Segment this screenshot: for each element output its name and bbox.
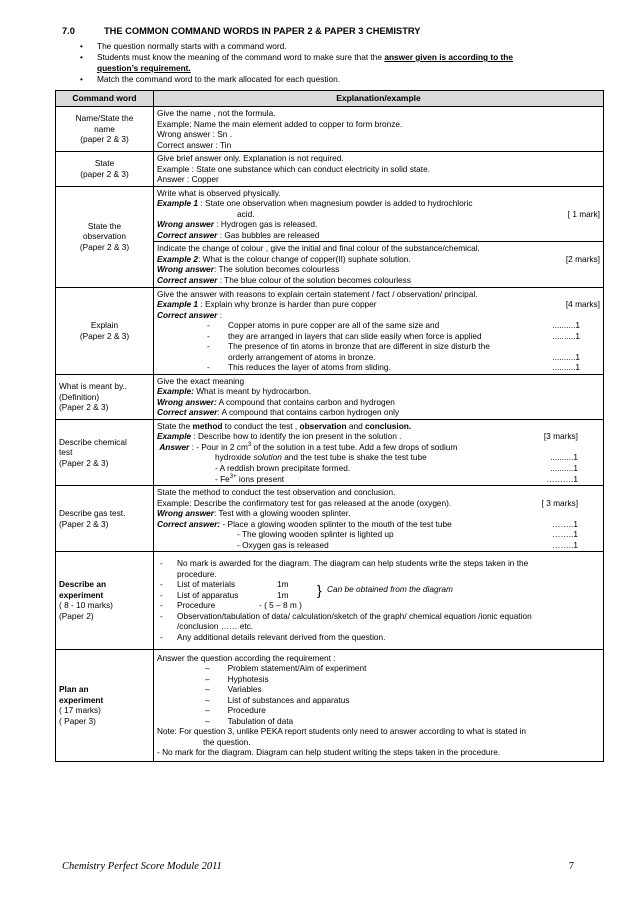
command-word-cell: Plan an experiment ( 17 marks) ( Paper 3) bbox=[56, 649, 154, 761]
table-row bbox=[56, 374, 604, 419]
page-number: 7 bbox=[568, 861, 574, 872]
table-row bbox=[56, 152, 604, 187]
explanation-cell: Give the answer with reasons to explain certain statement / fact / observation/ principal. Example 1 : Explain why bronze is harder than pure copper [4 marks] Correct answer : - Copper atoms in pure copper are all of the same size and ..........1 - they are arranged in layers that can slide easily when force is applied ..........1 - The presence of tin atoms in bronze that are different in size disturb the orderly arrangement of atoms in bronze. ..........1 - This reduces the layer of atoms from sliding. ..........1 bbox=[154, 287, 604, 374]
table-row bbox=[56, 552, 604, 649]
explanation-cell: State the method to conduct the test , observation and conclusion. Example : Describe how to identify the ion present in the solution . [3 marks] Answer : - Pour in 2 $cm^3$ of the solution in a test tube. Add a few drops of sodium hydroxide solution and the test tube is shake the test tube ..........1 - A reddish brown precipitate formed. ..........1 - $Fe^{3+}$ ions present ……….1 bbox=[154, 419, 604, 485]
command-word-cell: Describe chemical test (Paper 2 & 3) bbox=[56, 419, 154, 485]
table-row bbox=[56, 486, 604, 552]
footer-title: Chemistry Perfect Score Module 2011 bbox=[62, 861, 222, 872]
explanation-cell: Answer the question according the requirement : – Problem statement/Aim of experiment – Hyphotesis – Variables – List of substances and apparatus – Procedure – Tabulation of data Note: For question 3, unlike PEKA report students only need to answer according to what is stated in the question. - No mark for the diagram. Diagram can help student writing the steps taken in the procedure. bbox=[154, 649, 604, 761]
bullet-item: • Match the command word to the mark allocated for each question. bbox=[80, 74, 592, 85]
command-word-cell: State (paper 2 & 3) bbox=[56, 152, 154, 187]
table-row bbox=[56, 419, 604, 485]
bullet-highlight: answer given is according to the bbox=[384, 52, 513, 62]
command-word-cell: Describe gas test. (Paper 2 & 3) bbox=[56, 486, 154, 552]
explanation-cell: - No mark is awarded for the diagram. The diagram can help students write the steps taken in the procedure. - List of materials 1m - List of apparatus 1m } Can be obtained from the diagram - Procedure - ( 5 – 8 m ) - Observation/tabulation of data/ calculation/sketch of the graph/ chemical equation /ionic equation /conclusion …… etc. - Any additional details relevant derived from the question. bbox=[154, 552, 604, 649]
command-word-cell: What is meant by.. (Definition) (Paper 2 & 3) bbox=[56, 374, 154, 419]
section-number: 7.0 bbox=[62, 26, 75, 36]
explanation-cell: Give the exact meaning Example: What is meant by hydrocarbon. Wrong answer: A compound that contains carbon and hydrogen Correct answer: A compound that contains carbon hydrogen only bbox=[154, 374, 604, 419]
section-heading bbox=[62, 26, 592, 39]
command-words-table bbox=[55, 90, 604, 762]
explanation-cell: State the method to conduct the test observation and conclusion. Example: Describe the confirmatory test for gas released at the anode (oxygen). [ 3 marks] Wrong answer: Test with a glowing wooden splinter. Correct answer: - Place a glowing wooden splinter to the mouth of the test tube ……..1 - The glowing wooden splinter is lighted up ……..1 - Oxygen gas is released ……..1 bbox=[154, 486, 604, 552]
table-row bbox=[56, 107, 604, 152]
command-word-cell: Explain (Paper 2 & 3) bbox=[56, 287, 154, 374]
brace-note: } bbox=[317, 582, 322, 599]
table-header-row bbox=[56, 91, 604, 107]
table-row bbox=[56, 287, 604, 374]
intro-bullets bbox=[80, 41, 592, 85]
command-word-cell: Name/State the name (paper 2 & 3) bbox=[56, 107, 154, 152]
command-word-cell: State the observation (Paper 2 & 3) bbox=[56, 186, 154, 287]
explanation-cell: Give the name , not the formula. Example: Name the main element added to copper to form bronze. Wrong answer : Sn . Correct answer : Tin bbox=[154, 107, 604, 152]
table-row bbox=[56, 186, 604, 287]
command-word-cell: Describe an experiment ( 8 - 10 marks) (Paper 2) bbox=[56, 552, 154, 649]
bullet-item: • Students must know the meaning of the command word to make sure that the answer given is according to the question’s requirement. bbox=[80, 52, 592, 74]
column-header: Explanation/example bbox=[154, 91, 604, 107]
page-footer bbox=[62, 860, 574, 874]
bullet-item: • The question normally starts with a command word. bbox=[80, 41, 592, 52]
section-title: THE COMMON COMMAND WORDS IN PAPER 2 & PAPER 3 CHEMISTRY bbox=[104, 26, 421, 36]
explanation-cell: Write what is observed physically. Example 1 : State one observation when magnesium powder is added to hydrochloric acid. [ 1 mark] Wrong answer : Hydrogen gas is released. Correct answer : Gas bubbles are released Indicate the change of colour , give the initial and final colour of the substance/chemical. Example 2: What is the colour change of copper(II) suphate solution. [2 marks] Wrong answer: The solution becomes colourless Correct answer : The blue colour of the solution becomes colourless bbox=[154, 186, 604, 287]
table-row bbox=[56, 649, 604, 761]
explanation-cell: Give brief answer only. Explanation is not required. Example : State one substance which can conduct electricity in solid state. Answer : Copper bbox=[154, 152, 604, 187]
column-header: Command word bbox=[56, 91, 154, 107]
